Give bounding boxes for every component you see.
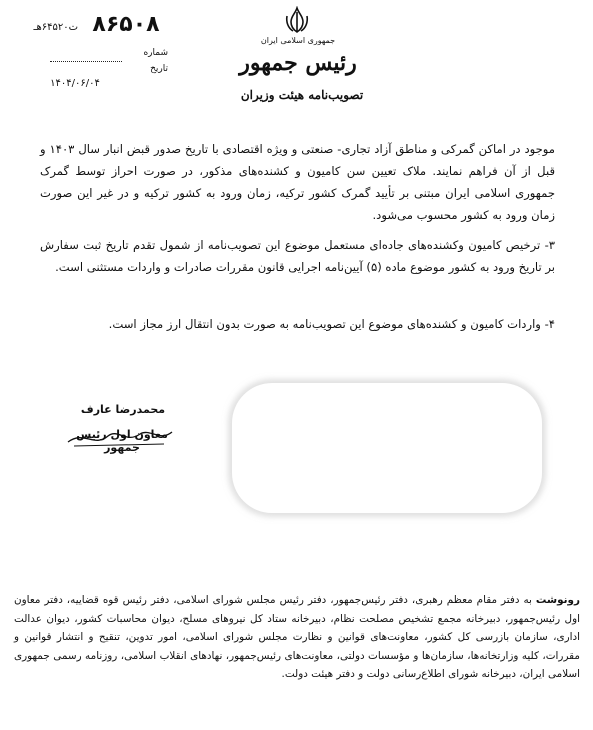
- distribution-lead: رونوشت: [535, 594, 580, 606]
- iran-emblem-icon: [282, 6, 312, 34]
- paragraph-4: ۴- واردات کامیون و کشنده‌های موضوع این تصویب‌نامه به صورت بدون انتقال ارز مجاز است.: [108, 317, 555, 331]
- reference-number: ۸۶۵۰۸: [92, 12, 160, 37]
- distribution-list: [14, 591, 580, 684]
- signatory-title: معاون اول رئیس جمهور: [76, 428, 168, 454]
- paragraph-3: ۳- ترخیص کامیون وکشنده‌های جاده‌ای مستعمل موضوع این تصویب‌نامه از شمول تقدم تاریخ ثبت سفارش بر تاریخ ورود به کشور موضوع ماده (۵) آیین‌نامه اجرایی قانون مقررات صادرات و واردات مستثنی است.: [40, 238, 555, 274]
- president-title: رئیس جمهور: [239, 50, 357, 76]
- government-line: جمهوری اسلامی ایران: [260, 36, 336, 45]
- cabinet-title: تصویب‌نامه هیئت وزیران: [240, 88, 364, 102]
- number-dotted-line: [50, 60, 122, 62]
- reference-code: ت۶۴۵۲۰هـ: [33, 22, 78, 33]
- paragraph-1: موجود در اماکن گمرکی و مناطق آزاد تجاری- صنعتی و ویژه اقتصادی با تاریخ صدور قبض انبار سال ۱۴۰۳ و قبل از آن فراهم نمایند. ملاک تعیین سن کامیون و کشنده‌های مذکور، در صورت احراز توسط گمرک جمهوری اسلامی ایران مبتنی بر تأیید گمرک کشور ترکیه، زمان ورود به کشور ترکیه و در غیر این صورت زمان ورود به کشور محسوب می‌شود.: [40, 142, 555, 222]
- date-value: ۱۴۰۴/۰۶/۰۴: [50, 78, 100, 89]
- date-label: تاریخ: [150, 64, 168, 74]
- number-label: شماره: [143, 48, 168, 58]
- signatory-name: محمدرضا عارف: [80, 403, 166, 416]
- redacted-seal-area: [232, 383, 542, 513]
- signature-scribble-icon: [64, 422, 176, 450]
- distribution-text: به دفتر مقام معظم رهبری، دفتر رئیس‌جمهور، دفتر رئیس مجلس شورای اسلامی، دفتر رئیس قوه قضاییه، دفتر معاون اول رئیس‌جمهور، دبیرخانه مجمع تشخیص مصلحت نظام، دبیرخانه ستاد کل نیروهای مسلح، دیوان محاسبات کشور، دیوان عدالت اداری، سازمان بازرسی کل کشور، معاونت‌های قوانین و نظارت مجلس شورای اسلامی، امور تدوین، تنقیح و انتشار قوانین و مقررات، کلیه وزارتخانه‌ها، سازمان‌ها و مؤسسات دولتی، معاونت‌های رئیس‌جمهور، نهادهای انقلاب اسلامی، روزنامه رسمی جمهوری اسلامی ایران، دبیرخانه شورای اطلاع‌رسانی دولت و دفتر هیئت دولت.: [14, 594, 580, 681]
